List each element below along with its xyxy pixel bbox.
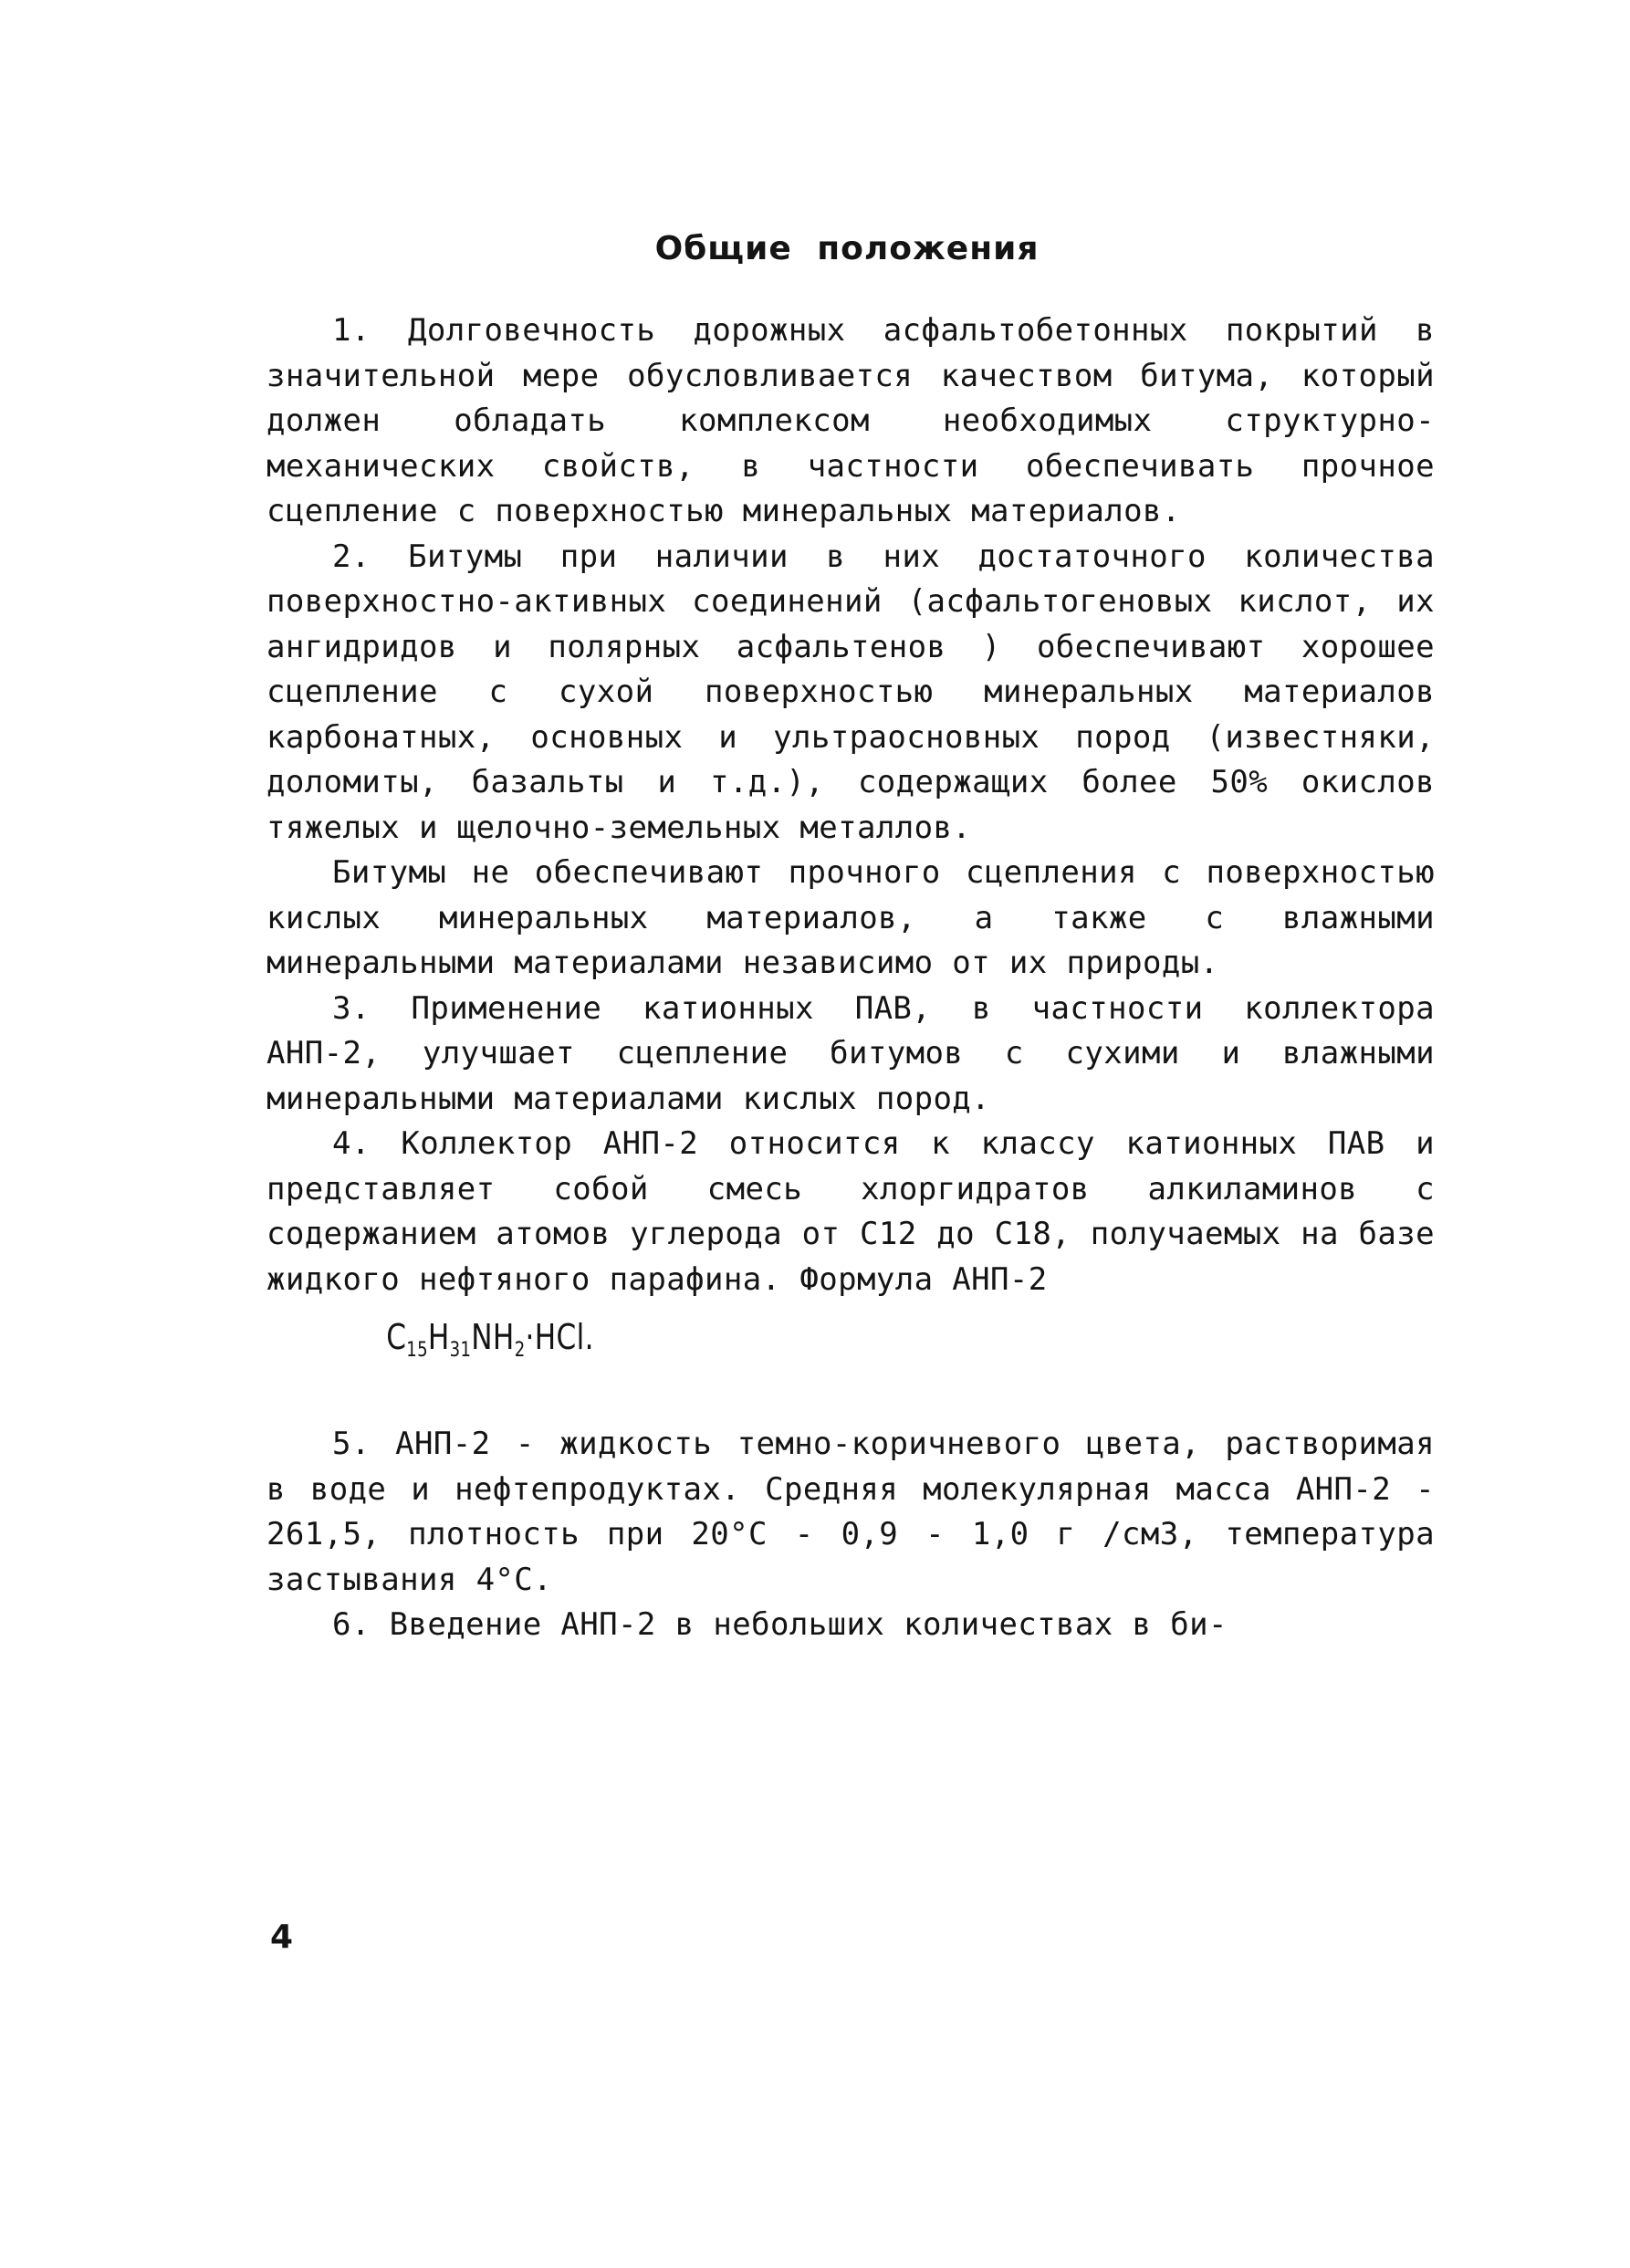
- paragraph-4: 4. Коллектор АНП-2 относится к классу катионных ПАВ и представляет собой смесь хлоргидратов алкиламинов с содержанием атомов углерода от C12 до C18, получаемых на базе жидкого нефтяного парафина. Формула АНП-2: [266, 1125, 1435, 1298]
- body-text: [266, 308, 1435, 1648]
- paragraph-5: 5. АНП-2 - жидкость темно-коричневого цвета, растворимая в воде и нефтепродуктах. Средняя молекулярная масса АНП-2 - 261,5, плотность при 20°C - 0,9 - 1,0 г /см3, температура застывания 4°С.: [266, 1426, 1435, 1598]
- paragraph-6: 6. Введение АНП-2 в небольших количествах в би-: [332, 1606, 1228, 1643]
- paragraph-3: 3. Применение катионных ПАВ, в частности коллектора АНП-2, улучшает сцепление битумов с сухими и влажными минеральными материалами кислых пород.: [266, 989, 1435, 1117]
- chemical-formula: $C_{15}H_{31}NH_2\cdot HCl$.: [386, 1317, 594, 1362]
- page-number: 4: [270, 1918, 294, 1956]
- paragraph-1: 1. Долговечность дорожных асфальтобетонных покрытий в значительной мере обусловливается качеством битума, который должен обладать комплексом необходимых структурно-механических свойств, в частности обеспечивать прочное сцепление с поверхностью минеральных материалов.: [266, 312, 1435, 529]
- paragraph-2: 2. Битумы при наличии в них достаточного количества поверхностно-активных соединений (асфальтогеновых кислот, их ангидридов и полярных асфальтенов ) обеспечивают хорошее сцепление с сухой поверхностью минеральных материалов карбонатных, основных и ультраосновных пород (известняки, доломиты, базальты и т.д.), содержащих более 50% окислов тяжелых и щелочно-земельных металлов.: [266, 538, 1435, 846]
- page-title: Общие положения: [654, 230, 1040, 267]
- paragraph-2-continued: Битумы не обеспечивают прочного сцепления с поверхностью кислых минеральных материалов, а также с влажными минеральными материалами независимо от их природы.: [266, 854, 1435, 981]
